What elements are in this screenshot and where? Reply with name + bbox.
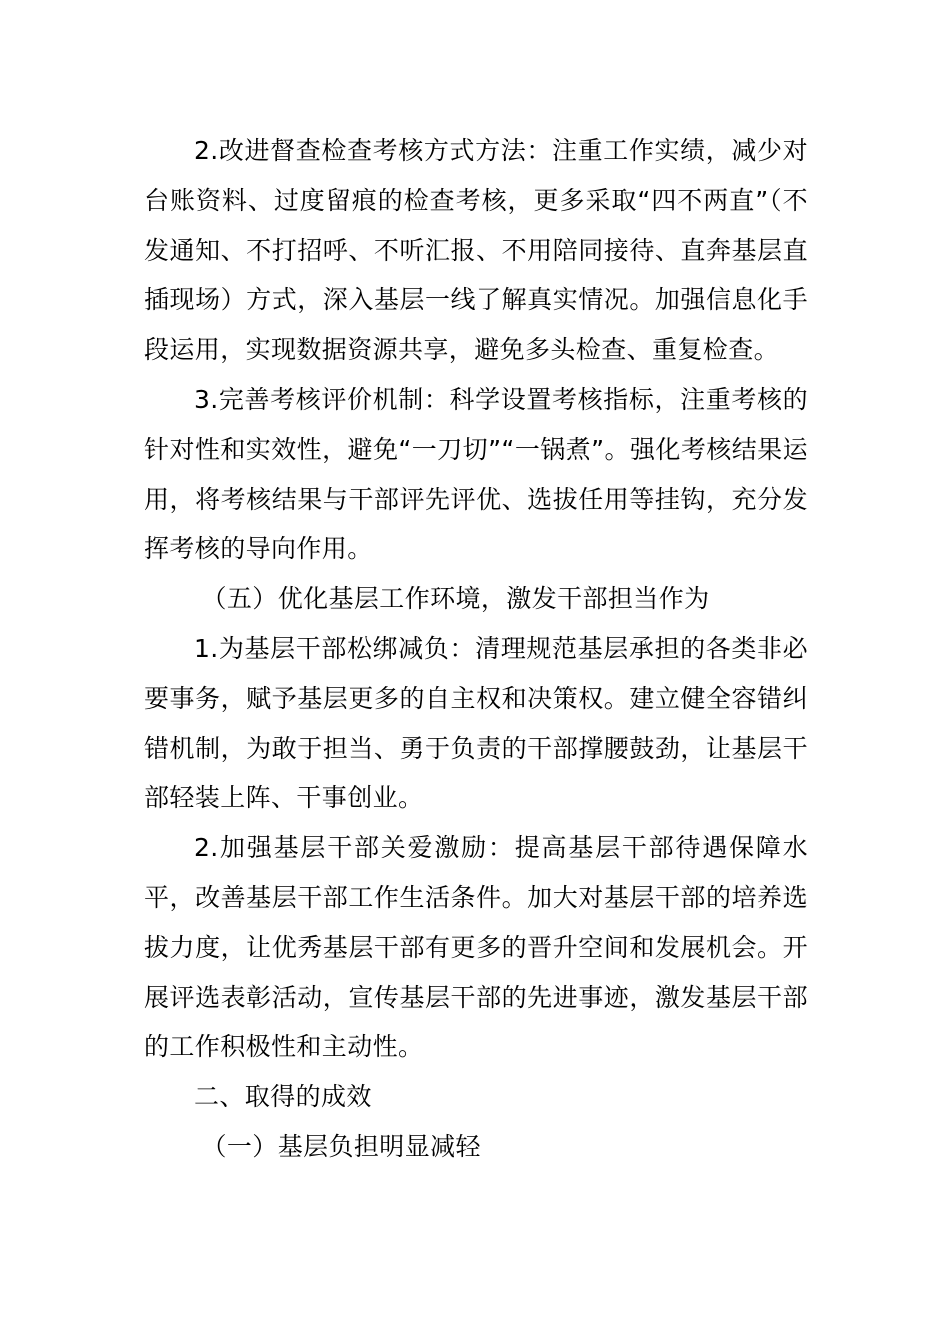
paragraph-reduce-burden: 1.为基层干部松绑减负：清理规范基层承担的各类非必要事务，赋予基层更多的自主权和决策权。建立健全容错纠错机制，为敢于担当、勇于负责的干部撑腰鼓劲，让基层干部轻装上阵、干事创业。 — [144, 633, 808, 813]
paragraph-inspection-methods: 2.改进督查检查考核方式方法：注重工作实绩，减少对台账资料、过度留痕的检查考核，更多采取“四不两直”（不发通知、不打招呼、不听汇报、不用陪同接待、直奔基层直插现场）方式，深入基层一线了解真实情况。加强信息化手段运用，实现数据资源共享，避免多头检查、重复检查。 — [144, 136, 808, 365]
section-heading-optimize-environment: （五）优化基层工作环境，激发干部担当作为 — [201, 584, 710, 614]
paragraph-evaluation-mechanism: 3.完善考核评价机制：科学设置考核指标，注重考核的针对性和实效性，避免“一刀切”“一锅煮”。强化考核结果运用，将考核结果与干部评先评优、选拔任用等挂钩，充分发挥考核的导向作用。 — [144, 384, 808, 564]
document-body — [144, 126, 808, 1172]
section-heading-achievements: 二、取得的成效 — [194, 1082, 372, 1112]
paragraph-care-incentive: 2.加强基层干部关爱激励：提高基层干部待遇保障水平，改善基层干部工作生活条件。加大对基层干部的培养选拔力度，让优秀基层干部有更多的晋升空间和发展机会。开展评选表彰活动，宣传基层干部的先进事迹，激发基层干部的工作积极性和主动性。 — [144, 833, 808, 1062]
section-heading-burden-reduced: （一）基层负担明显减轻 — [201, 1131, 481, 1161]
